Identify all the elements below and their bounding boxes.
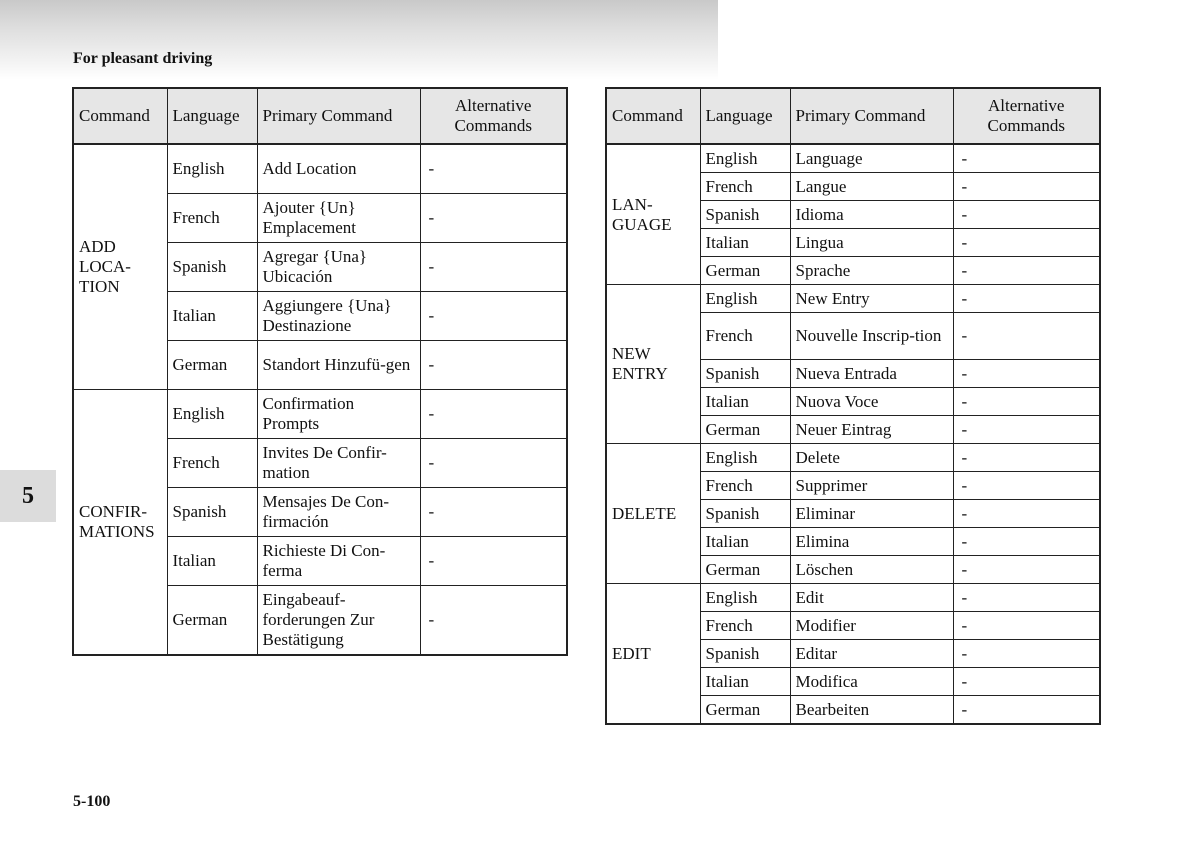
- language-cell: Italian: [700, 229, 790, 257]
- language-cell: English: [700, 285, 790, 313]
- alternative-commands-cell: -: [953, 173, 1100, 201]
- primary-command-cell: Standort Hinzufü-gen: [257, 341, 420, 390]
- alternative-commands-cell: -: [420, 194, 567, 243]
- table-header-row: [73, 88, 567, 144]
- primary-command-cell: Nouvelle Inscrip-tion: [790, 313, 953, 360]
- alternative-commands-cell: -: [953, 416, 1100, 444]
- language-cell: German: [700, 556, 790, 584]
- alternative-commands-cell: -: [953, 360, 1100, 388]
- primary-command-cell: Idioma: [790, 201, 953, 229]
- primary-command-cell: Ajouter {Un} Emplacement: [257, 194, 420, 243]
- table-row: [73, 144, 567, 194]
- language-cell: Spanish: [700, 360, 790, 388]
- primary-command-cell: Supprimer: [790, 472, 953, 500]
- voice-command-table-right: [605, 87, 1101, 725]
- primary-command-cell: Lingua: [790, 229, 953, 257]
- primary-command-cell: Editar: [790, 640, 953, 668]
- primary-command-cell: Sprache: [790, 257, 953, 285]
- alternative-commands-cell: -: [420, 243, 567, 292]
- page-number: 5-100: [73, 793, 111, 810]
- primary-command-cell: Elimina: [790, 528, 953, 556]
- primary-command-cell: Löschen: [790, 556, 953, 584]
- primary-command-cell: New Entry: [790, 285, 953, 313]
- language-cell: English: [700, 444, 790, 472]
- column-header-alternative-commands: Alternative Commands: [953, 88, 1100, 144]
- alternative-commands-cell: -: [420, 292, 567, 341]
- command-name-cell: EDIT: [606, 584, 700, 725]
- alternative-commands-cell: -: [953, 528, 1100, 556]
- language-cell: Italian: [700, 668, 790, 696]
- alternative-commands-cell: -: [953, 313, 1100, 360]
- command-name-cell: NEW ENTRY: [606, 285, 700, 444]
- command-name-cell: LAN-GUAGE: [606, 144, 700, 285]
- alternative-commands-cell: -: [420, 390, 567, 439]
- column-header-command: Command: [606, 88, 700, 144]
- chapter-tab: 5: [0, 470, 56, 522]
- section-title: For pleasant driving: [73, 50, 213, 67]
- primary-command-cell: Language: [790, 144, 953, 173]
- table-row: [606, 444, 1100, 472]
- language-cell: French: [700, 173, 790, 201]
- alternative-commands-cell: -: [953, 388, 1100, 416]
- alternative-commands-cell: -: [953, 257, 1100, 285]
- language-cell: German: [167, 341, 257, 390]
- primary-command-cell: Eliminar: [790, 500, 953, 528]
- language-cell: German: [700, 257, 790, 285]
- primary-command-cell: Bearbeiten: [790, 696, 953, 725]
- language-cell: French: [700, 472, 790, 500]
- alternative-commands-cell: -: [420, 586, 567, 656]
- alternative-commands-cell: -: [953, 640, 1100, 668]
- language-cell: Spanish: [167, 243, 257, 292]
- language-cell: Italian: [167, 292, 257, 341]
- language-cell: French: [700, 313, 790, 360]
- language-cell: Spanish: [167, 488, 257, 537]
- alternative-commands-cell: -: [953, 612, 1100, 640]
- language-cell: English: [167, 390, 257, 439]
- alternative-commands-cell: -: [953, 696, 1100, 725]
- primary-command-cell: Neuer Eintrag: [790, 416, 953, 444]
- header-band: [0, 0, 718, 80]
- primary-command-cell: Invites De Confir-mation: [257, 439, 420, 488]
- language-cell: Spanish: [700, 500, 790, 528]
- table-row: [606, 285, 1100, 313]
- primary-command-cell: Aggiungere {Una} Destinazione: [257, 292, 420, 341]
- alternative-commands-cell: -: [420, 537, 567, 586]
- primary-command-cell: Agregar {Una} Ubicación: [257, 243, 420, 292]
- language-cell: French: [700, 612, 790, 640]
- primary-command-cell: Modifier: [790, 612, 953, 640]
- primary-command-cell: Delete: [790, 444, 953, 472]
- alternative-commands-cell: -: [420, 341, 567, 390]
- column-header-primary-command: Primary Command: [257, 88, 420, 144]
- language-cell: Spanish: [700, 201, 790, 229]
- language-cell: English: [700, 144, 790, 173]
- table-row: [606, 584, 1100, 612]
- alternative-commands-cell: -: [953, 556, 1100, 584]
- primary-command-cell: Nuova Voce: [790, 388, 953, 416]
- column-header-command: Command: [73, 88, 167, 144]
- alternative-commands-cell: -: [420, 439, 567, 488]
- alternative-commands-cell: -: [953, 584, 1100, 612]
- alternative-commands-cell: -: [953, 472, 1100, 500]
- language-cell: Italian: [167, 537, 257, 586]
- table-header-row: [606, 88, 1100, 144]
- command-name-cell: CONFIR-MATIONS: [73, 390, 167, 656]
- primary-command-cell: Eingabeauf-forderungen Zur Bestätigung: [257, 586, 420, 656]
- primary-command-cell: Edit: [790, 584, 953, 612]
- language-cell: French: [167, 439, 257, 488]
- alternative-commands-cell: -: [420, 144, 567, 194]
- language-cell: English: [167, 144, 257, 194]
- language-cell: German: [700, 416, 790, 444]
- primary-command-cell: Modifica: [790, 668, 953, 696]
- language-cell: Spanish: [700, 640, 790, 668]
- command-name-cell: DELETE: [606, 444, 700, 584]
- language-cell: French: [167, 194, 257, 243]
- column-header-language: Language: [700, 88, 790, 144]
- alternative-commands-cell: -: [953, 285, 1100, 313]
- command-name-cell: ADD LOCA-TION: [73, 144, 167, 390]
- language-cell: Italian: [700, 388, 790, 416]
- primary-command-cell: Richieste Di Con-ferma: [257, 537, 420, 586]
- language-cell: German: [700, 696, 790, 725]
- table-row: [606, 144, 1100, 173]
- language-cell: German: [167, 586, 257, 656]
- alternative-commands-cell: -: [953, 144, 1100, 173]
- primary-command-cell: Nueva Entrada: [790, 360, 953, 388]
- language-cell: English: [700, 584, 790, 612]
- alternative-commands-cell: -: [953, 444, 1100, 472]
- primary-command-cell: Confirmation Prompts: [257, 390, 420, 439]
- column-header-primary-command: Primary Command: [790, 88, 953, 144]
- voice-command-table-left: [72, 87, 568, 656]
- table-row: [73, 390, 567, 439]
- alternative-commands-cell: -: [953, 229, 1100, 257]
- primary-command-cell: Mensajes De Con-firmación: [257, 488, 420, 537]
- alternative-commands-cell: -: [953, 668, 1100, 696]
- column-header-language: Language: [167, 88, 257, 144]
- column-header-alternative-commands: Alternative Commands: [420, 88, 567, 144]
- primary-command-cell: Add Location: [257, 144, 420, 194]
- alternative-commands-cell: -: [420, 488, 567, 537]
- language-cell: Italian: [700, 528, 790, 556]
- alternative-commands-cell: -: [953, 201, 1100, 229]
- alternative-commands-cell: -: [953, 500, 1100, 528]
- primary-command-cell: Langue: [790, 173, 953, 201]
